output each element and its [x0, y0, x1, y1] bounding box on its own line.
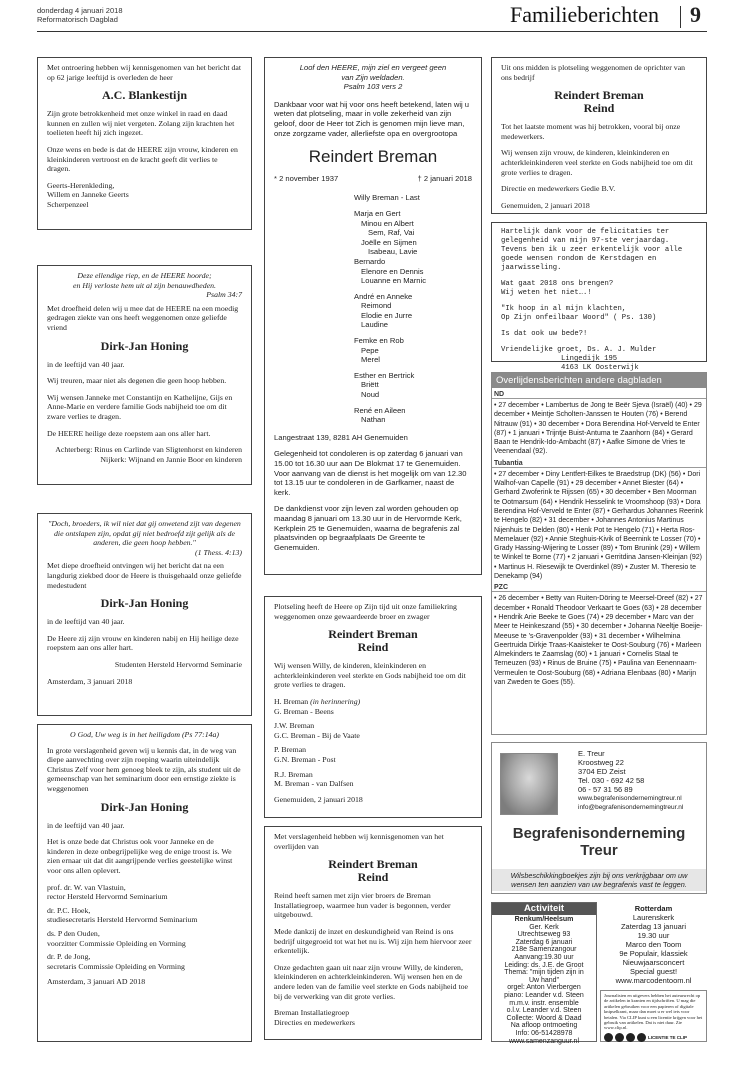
signature: Directie en medewerkers Gedie B.V.: [501, 184, 616, 194]
notice-paragraph: Wij wensen Willy, de kinderen, kleinkinderen en achterkleinkinderen veel sterkte en Gods nabijheid toe om dit grote verlies te dragen.: [274, 661, 466, 690]
deceased-age: in de leeftijd van 40 jaar.: [47, 617, 125, 627]
family-member: André en Anneke: [354, 291, 413, 301]
header-rule: [37, 31, 707, 32]
clip-logo-icon: [626, 1033, 635, 1042]
activity-line: piano: Leander v.d. Steen: [504, 991, 584, 999]
death-date: † 2 januari 2018: [417, 173, 472, 183]
activity-line: Uw hand": [528, 976, 560, 984]
concert-line: Nieuwjaarsconcert: [622, 958, 685, 967]
notice-paragraph: Mede dankzij de inzet en deskundigheid van Reind is ons bedrijf uitgegroeid tot wat het nu is. Wij zijn hem hiervoor zeer erkentelijk.: [274, 926, 472, 956]
ad-email[interactable]: info@begrafenisondernemingtreur.nl: [578, 804, 684, 811]
notice-honing-seminary: [37, 724, 252, 1042]
notice-intro: Plotseling heeft de Heere op Zijn tijd uit onze familiekring weggenomen onze gewaardeerde broer en zwager: [274, 602, 457, 621]
concert-details: [600, 904, 707, 985]
signatory: H. Breman: [274, 696, 309, 706]
signature-role: rector Hersteld Hervormd Seminarium: [47, 892, 168, 902]
clip-logo-icon: [604, 1033, 613, 1042]
notice-paragraph: De HEERE heilige deze roepstem aan ons aller hart.: [47, 428, 211, 438]
signature: Breman Installatiegroep: [274, 1008, 350, 1018]
notice-intro: Met ontroering hebben wij kennisgenomen van het bericht dat op 62 jarige leeftijd is overleden de heer: [47, 63, 242, 82]
activity-line: o.l.v. Leander v.d. Steen: [506, 1007, 582, 1015]
digest-entries-tubantia: • 27 december • Diny Lentfert-Eilkes te Braedstrup (DK) (56) • Dori Walhof-van Capelle (91) • 29 december • Annet Biester (64) • Gerhard Zwoferink te Rijssen (65) • 30 december • Ben Moorman te Ootmarsum (64) • Hendrik Hesselink te Vroomshoop (93) • Dora Berendina Hof-Verveld te Enter (87) • Gerhardus Johannes Reerink te Hengelo (82) • 31 december • Johannes Antonius Martinus Nijenhuis te Delden (80) • Henk Pot te Hengelo (71) • Herta Ros-Memelauer (92) • Annie Steghuis-Kivik of Beernink te Losser (70) • Grady Hassing-Wijering te Losser (89) • Tom Brunink (29) • Willem te Winkel te Borne (77) • 2 januari • Gerritdina Jansen-Kleinjan (92) • Martinus H. Riesewijk te Overdinkel (89) • Zuster M. Theresio te Denekamp (94): [494, 470, 704, 581]
signature: Achterberg: Rinus en Carlinde van Sligtenhorst en kinderen: [55, 445, 242, 455]
deceased-nickname: Reind: [583, 101, 615, 116]
signature-address: Lingedijk 195: [561, 355, 618, 363]
deceased-name: Dirk-Jan Honing: [100, 596, 189, 611]
section-title: Familieberichten: [510, 2, 660, 27]
concert-line: Zaterdag 13 januari: [620, 922, 687, 931]
verse-line: van Zijn weldaden.: [341, 72, 405, 82]
activity-line: Aanvang:19.30 uur: [514, 953, 574, 961]
digest-entries-nd: • 27 december • Lambertus de Jong te Beër Sjeva (Israël) (40) • 29 december • Meintje Scholten-Janssen te Houten (76) • Berend Nitrauw (91) • 30 december • Dora Berendina Hof-Verveld te Enter (87) • 1 januari • Trijntje Buist-Antuma te Zaanhorn (84) • Gerard Baan te Hendrik-Ido-Ambacht (87) • Aafke Simone de Vries te Veenendaal (92).: [494, 402, 702, 456]
concert-line: 9e Populair, klassiek: [619, 949, 688, 958]
signature: Studenten Hersteld Hervormd Seminarie: [114, 659, 242, 669]
deceased-nickname: Reind: [357, 870, 389, 885]
header-paper: Reformatorisch Dagblad: [37, 15, 118, 24]
family-member: Nathan: [361, 415, 386, 425]
signature: Nijkerk: Wijnand en Jannie Boor en kinderen: [100, 454, 242, 464]
notice-paragraph: Wij treuren, maar niet als degenen die geen hoop hebben.: [47, 376, 227, 386]
tree-logo-image: [500, 753, 558, 815]
family-member: René en Aileen: [354, 405, 406, 415]
concert-line: Laurenskerk: [632, 913, 675, 922]
signatory: M. Breman - van Dalfsen: [274, 779, 354, 789]
signature-name: dr. P.C. Hoek,: [47, 905, 91, 915]
activity-line: Leiding: ds. J.E. de Groot: [504, 961, 584, 969]
signature: Directies en medewerkers: [274, 1017, 355, 1027]
notice-place: Amsterdam, 3 januari AD 2018: [47, 977, 146, 987]
signature-role: studiesecretaris Hersteld Hervormd Seminarium: [47, 915, 198, 925]
verse-line: Loof den HEERE, mijn ziel en vergeet geen: [299, 63, 447, 72]
activity-title: Activiteit: [492, 903, 596, 915]
ad-contact: [578, 749, 683, 812]
digest-entries-pzc: • 26 december • Betty van Ruiten-Döring te Meersel-Dreef (82) • 27 december • Ronald Theodoor Verkaart te Goes (63) • 28 december • Hendrik Arie Beeke te Goes (74) • 29 december • Marc van der Meer te Heinkeszand (55) • 30 december • Johanna Neeltje Boeije-Meeuse te 's-Gravenpolder (93) • 31 december • Wilhelmina Geertruida Dirkje Traas-Kaaisteker te Oost-Souburg (76) • Marleen Almekinders te Zaamslag (60) • 1 januari • Cornelis Staal te Terneuzen (93) • Rinus de Bruine (75) • Paulina van Eenennaam-Vermeulen te Oost-Souburg (68) • Adriana Elenbaas (80) • Marijn van Zweden te Goes (55).: [494, 595, 703, 687]
verse-reference: (1 Thess. 4:13): [195, 547, 242, 557]
family-member: Louanne en Marnic: [361, 276, 427, 286]
notice-paragraph: Onze gedachten gaan uit naar zijn vrouw Willy, de kinderen, kleinkinderen en achterkleinkinderen. Wij wensen hen en de andere leden van de familie veel sterkte en Gods nabijheid toe bij de verwerking van dit grote verlies.: [274, 962, 468, 1001]
notice-place: Amsterdam, 3 januari 2018: [47, 676, 133, 686]
activity-line: Ger. Kerk: [529, 923, 559, 931]
digest-tag-nd: ND: [492, 391, 706, 399]
ad-slogan-line: wensen ten aanzien van uw begrafenis vast te leggen.: [511, 880, 687, 889]
family-member: Femke en Rob: [354, 336, 404, 346]
activity-line: Zaterdag 6 januari: [515, 938, 573, 946]
family-member: Reimond: [361, 301, 392, 311]
ad-brand-line: Treur: [580, 842, 618, 859]
notice-line: Wij weten het niet….!: [501, 289, 592, 297]
clip-text: Journalisten en uitgevers hebben het auteursrecht op de artikelen in kranten en tijdschriften. U mag die artikelen gebruiken voor een papieren of digitale knipselkrant, maar dan moet u er wel iets voor betalen. Via CLIP kunt u een licentie krijgen voor het gebruik van artikelen. Dat is niet duur. Zie www.clip.nl.: [604, 993, 703, 1031]
concert-line: 19.30 uur: [637, 931, 670, 940]
family-member: Marja en Gert: [354, 208, 401, 218]
concert-line: Rotterdam: [634, 904, 673, 913]
digest-tag-tubantia: Tubantia: [492, 460, 706, 468]
verse-line: O God, Uw weg is in het heiligdom (Ps 77:14a): [70, 730, 219, 739]
activity-line: Thema: "mijn tijden zijn in: [504, 969, 584, 977]
signature-role: secretaris Commissie Opleiding en Vorming: [47, 961, 185, 971]
ad-line: Tel. 030 - 692 42 58: [578, 776, 645, 785]
signatory: P. Breman: [274, 745, 307, 755]
signature: Geerts-Herenkleding,: [47, 180, 115, 190]
notice-intro: Met verslagenheid hebben wij kennisgenomen van het overlijden van: [274, 832, 444, 851]
deceased-age: in de leeftijd van 40 jaar.: [47, 820, 125, 830]
family-member: Joëlle en Sijmen: [361, 237, 417, 247]
digest-title: Overlijdensberichten andere dagbladen: [492, 373, 706, 388]
notice-paragraph: Het is onze bede dat Christus ook voor Janneke en de kinderen in deze onbegrijpelijke weg de enige troost is. We zien ernaar uit dat dit aangrijpende verlies geestelijke winst voor ons allen oplevert.: [47, 837, 233, 875]
ad-line: 06 - 57 31 56 89: [578, 785, 633, 794]
header-date: donderdag 4 januari 2018: [37, 6, 123, 15]
page-number: 9: [690, 2, 701, 27]
family-member: Briëtt: [361, 380, 379, 390]
ad-line: E. Treur: [578, 749, 605, 758]
deceased-name: Reindert Breman: [328, 857, 418, 872]
concert-box: [600, 904, 707, 988]
notice-intro: Uit ons midden is plotseling weggenomen de oprichter van ons bedrijf: [501, 63, 686, 82]
clip-badge: [604, 1033, 703, 1042]
notice-line: "Ik hoop in al mijn klachten,: [501, 305, 627, 313]
family-member: Sem, Raf, Vai: [368, 228, 415, 238]
deceased-name: Reindert Breman: [554, 88, 644, 103]
deceased-name: Reindert Breman: [308, 147, 438, 167]
family-list: [274, 193, 472, 424]
ad-treur: [491, 742, 707, 894]
notice-honing-students: [37, 513, 252, 716]
activity-line: 218e Samenzangour: [511, 946, 577, 954]
notice-intro: Met diepe droefheid ontvingen wij het bericht dat na een langdurig ziekbed door de Heere is thuisgehaald onze geliefde medestudent: [47, 561, 242, 590]
ad-slogan-line: Wilsbeschikkingboekjes zijn bij ons verkrijgbaar om uw: [510, 871, 688, 880]
notice-paragraph: De dankdienst voor zijn leven zal worden gehouden op maandag 8 januari om 13.30 uur in de Hervormde Kerk, Kerkplein 25 te Genemuiden, waarna de begrafenis zal plaatsvinden op begraafplaats De Greente te Genemuiden.: [274, 504, 462, 552]
family-member: Elenore en Dennis: [361, 266, 424, 276]
deceased-nickname: Reind: [357, 640, 389, 655]
signature: Vriendelijke groet, Ds. A. J. Mulder: [501, 346, 657, 354]
notice-intro: Met droefheid delen wij u mee dat de HEERE na een moedig gedragen ziekte van ons heeft weggenomen onze geliefde vriend: [47, 303, 239, 332]
notice-paragraph: De Heere zij zijn vrouw en kinderen nabij en Hij heilige deze roepstem aan ons aller hart.: [47, 633, 239, 653]
notice-mulder-thanks: [491, 222, 707, 372]
ad-brand-line: Begrafenisonderneming: [512, 825, 686, 842]
digest-tag-pzc: PZC: [492, 584, 706, 592]
notice-paragraph: Wij wensen zijn vrouw, de kinderen, kleinkinderen en achterkleinkinderen veel sterkte en Gods nabijheid toe om dit grote verlies te dragen.: [501, 148, 693, 177]
ad-line: Kroostweg 22: [578, 758, 624, 767]
deceased-age: in de leeftijd van 40 jaar.: [47, 359, 125, 369]
notice-breman-gedie: [491, 57, 707, 214]
notice-paragraph: Tot het laatste moment was hij betrokken, vooral bij onze medewerkers.: [501, 122, 681, 141]
activity-line: m.m.v. instr. ensemble: [509, 999, 579, 1007]
activity-line: Renkum/Heelsum: [514, 916, 574, 923]
notice-breman-company: [264, 826, 482, 1040]
family-member: Willy Breman - Last: [354, 193, 420, 203]
deceased-name: A.C. Blankestijn: [101, 88, 187, 103]
family-member: Elodie en Jurre: [361, 310, 413, 320]
signature-name: ds. P den Ouden,: [47, 928, 100, 938]
signatory: G.C. Breman - Bij de Vaate: [274, 730, 360, 740]
clip-badge-label: LICENTIE TE CLIP: [648, 1034, 688, 1040]
ad-slogan: [492, 869, 706, 891]
ad-website[interactable]: www.begrafenisondernemingtreur.nl: [578, 795, 682, 802]
signature: Scherpenzeel: [47, 199, 89, 209]
obituary-digest: [491, 372, 707, 735]
address: Langestraat 139, 8281 AH Genemuiden: [274, 432, 408, 442]
signature-role: voorzitter Commissie Opleiding en Vorming: [47, 938, 186, 948]
clip-logo-icon: [637, 1033, 646, 1042]
notice-place: Genemuiden, 2 januari 2018: [274, 794, 363, 804]
signature-name: prof. dr. W. van Vlastuin,: [47, 882, 126, 892]
concert-line[interactable]: www.marcodentoom.nl: [615, 976, 692, 985]
signature-address: 4163 LK Oosterwijk: [561, 364, 639, 372]
notice-paragraph: Reind heeft samen met zijn vier broers de Breman Installatiegroep, waarmee hun vader is begonnen, verder uitgebouwd.: [274, 891, 451, 920]
notice-paragraph: Gelegenheid tot condoleren is op zaterdag 6 januari van 15.00 tot 16.30 uur aan De Blokmat 17 te Genemuiden. Voor aanvang van de dienst is het mogelijk om van 12.30 tot 13.15 uur te condoleren in de Garfkamer, naast de kerk.: [274, 449, 467, 497]
notice-breman-family: [264, 57, 482, 575]
ad-line: 3704 ED Zeist: [578, 767, 626, 776]
activity-line[interactable]: www.samenzanguur.nl: [508, 1037, 580, 1045]
activity-line: Utrechtseweg 93: [517, 931, 571, 939]
concert-line: Special guest!: [629, 967, 678, 976]
signatory-note: (in herinnering): [310, 696, 361, 706]
notice-intro: In grote verslagenheid geven wij u kennis dat, in de weg van diepe aanvechting over zijn roeping waarin uiteindelijk Christus Zelf voor hem genoeg bleek te zijn, als student uit de gemeenschap van het seminarium door een ernstige ziekte is weggenomen: [47, 745, 241, 793]
verse-reference: Psalm 34:7: [206, 290, 242, 300]
notice-intro: Dankbaar voor wat hij voor ons heeft betekend, laten wij u weten dat plotseling, maar in volle zekerheid van zijn geloof, door de Heer tot Zich is genomen mijn lieve man, onze zorgzame vader, allerliefste opa en overgrootopa: [274, 99, 470, 138]
verse-line: Deze ellendige riep, en de HEERE hoorde;: [77, 271, 212, 280]
family-member: Isabeau, Lavie: [368, 247, 418, 257]
family-member: Esther en Bertrick: [354, 370, 415, 380]
concert-line: Marco den Toom: [625, 940, 682, 949]
family-member: Laudine: [361, 320, 389, 330]
verse-reference: Psalm 103 vers 2: [343, 82, 403, 92]
notice-line: Is dat ook uw bede?!: [501, 330, 588, 338]
deceased-name: Dirk-Jan Honing: [100, 799, 189, 814]
activity-line: Collecte: Woord & Daad: [506, 1014, 582, 1022]
signature: Willem en Janneke Geerts: [47, 190, 129, 200]
clip-logo-icon: [615, 1033, 624, 1042]
family-member: Noud: [361, 390, 380, 400]
notice-paragraph: Onze wens en bede is dat de HEERE zijn vrouw, kinderen en kleinkinderen vertroost en de kracht geeft dit verlies te dragen.: [47, 144, 238, 174]
deceased-name: Dirk-Jan Honing: [100, 338, 189, 353]
activity-details: [492, 915, 596, 1045]
verse-line: "Doch, broeders, ik wil niet dat gij onwetend zijt van degenen die ontslapen zijn, opdat gij niet bedroefd zijt gelijk als de anderen, die geen hoop hebben.": [48, 519, 241, 548]
notice-honing-friends: [37, 265, 252, 485]
notice-paragraph: Zijn grote betrokkenheid met onze winkel in raad en daad kunnen en zullen wij niet vergeten. Zolang zijn krachten het toelieten heeft hij zich ingezet.: [47, 109, 235, 138]
notice-breman-siblings: [264, 596, 482, 818]
family-member: Bernardo: [354, 256, 386, 266]
activity-line: Info: 06-51428978: [515, 1029, 573, 1037]
notice-paragraph: Wij wensen Janneke met Constantijn en Kathelijne, Gijs en Anne-Marie en verdere familie Gods nabijheid toe om dit zware verlies te dragen.: [47, 392, 233, 421]
header-separator: [680, 6, 681, 28]
birth-date: * 2 november 1937: [274, 173, 339, 183]
ad-brand: [492, 825, 706, 859]
header-meta: [37, 6, 123, 24]
family-member: Pepe: [361, 345, 379, 355]
activity-line: Na afloop ontmoeting: [510, 1022, 578, 1030]
family-member: Merel: [361, 355, 380, 365]
signature-name: dr. P. de Jong,: [47, 952, 91, 962]
notice-line: Op Zijn onfeilbaar Woord" ( Ps. 130): [501, 314, 657, 322]
signatory: G. Breman - Beens: [274, 706, 334, 716]
notice-place: Genemuiden, 2 januari 2018: [501, 200, 590, 210]
signatory: J.W. Breman: [274, 721, 315, 731]
deceased-name: Reindert Breman: [328, 627, 418, 642]
clip-notice: [600, 990, 707, 1042]
verse-line: en Hij verloste hem uit al zijn benauwdheden.: [73, 280, 216, 290]
notice-line: Wat gaat 2018 ons brengen?: [501, 280, 614, 288]
family-member: Minou en Albert: [361, 218, 414, 228]
signatory: G.N. Breman - Post: [274, 754, 336, 764]
activity-line: orgel: Anton Vierbergen: [507, 984, 581, 992]
notice-paragraph: Hartelijk dank voor de felicitaties ter gelegenheid van mijn 97-ste verjaardag. Tevens ben ik u zeer erkentelijk voor alle goede wensen rondom de Kerstdagen en jaarwisseling.: [501, 228, 683, 272]
signatory: R.J. Breman: [274, 769, 313, 779]
activity-box: [491, 902, 597, 1045]
notice-blankestijn: [37, 57, 252, 230]
